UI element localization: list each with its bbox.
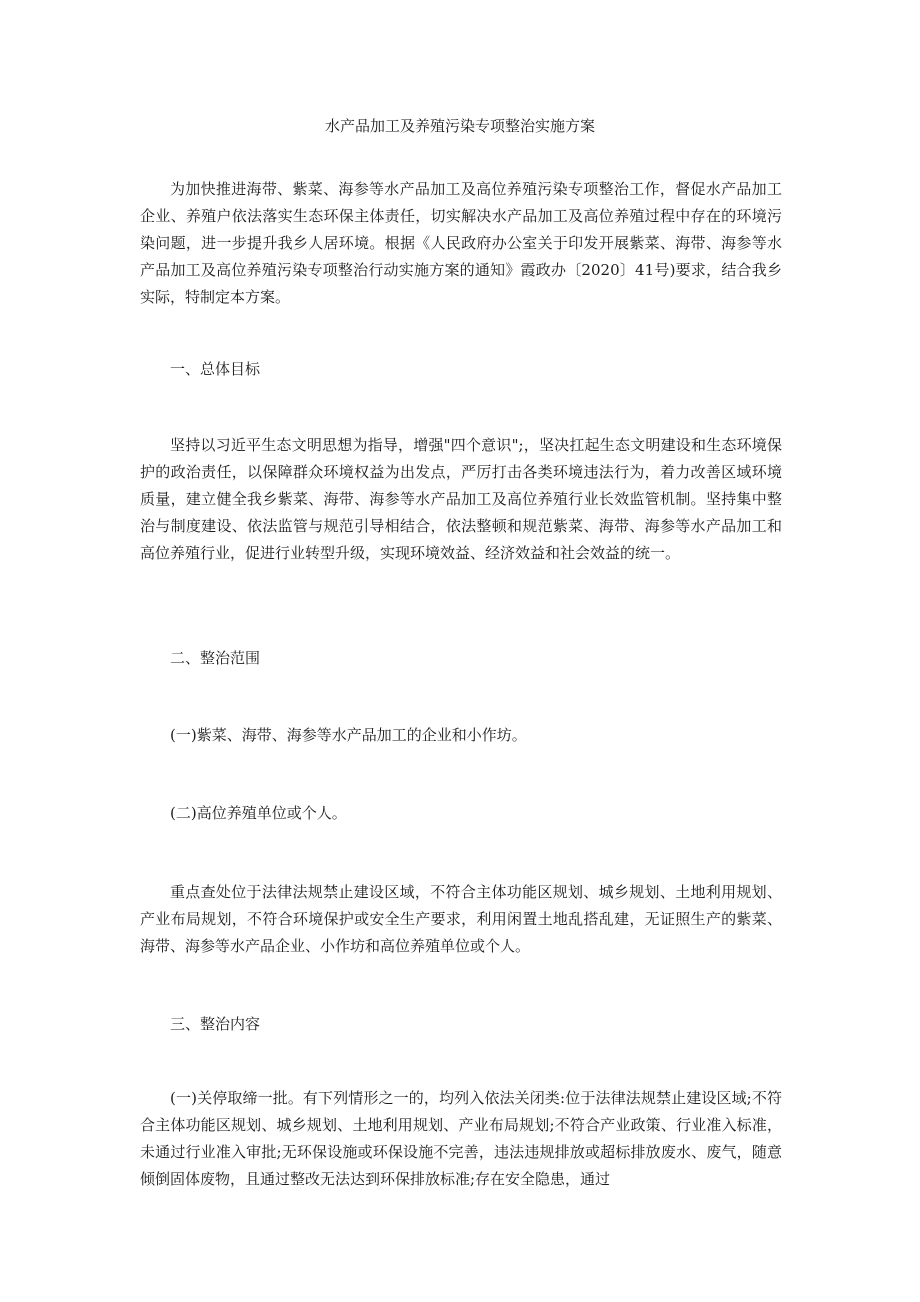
scope-item-1: (一)紫菜、海带、海参等水产品加工的企业和小作坊。 <box>170 726 527 744</box>
content-item-1: (一)关停取缔一批。有下列情形之一的，均列入依法关闭类:位于法律法规禁止建设区域;不符合主体功能区规划、城乡规划、土地利用规划、产业布局规划;不符合产业政策、行业准入标准，未通过行业准入审批;无环保设施或环保设施不完善，违法违规排放或超标排放废水、废气，随意倾倒固体废物，且通过整改无法达到环保排放标准;存在安全隐患，通过 <box>140 1089 782 1188</box>
section-heading-scope: 二、整治范围 <box>170 649 261 667</box>
intro-paragraph: 为加快推进海带、紫菜、海参等水产品加工及高位养殖污染专项整治工作，督促水产品加工企业、养殖户依法落实生态环保主体责任，切实解决水产品加工及高位养殖过程中存在的环境污染问题，进一步提升我乡人居环境。根据《人民政府办公室关于印发开展紫菜、海带、海参等水产品加工及高位养殖污染专项整治行动实施方案的通知》霞政办〔2020〕41号)要求，结合我乡实际，特制定本方案。 <box>140 180 782 306</box>
section-heading-content: 三、整治内容 <box>170 1015 261 1033</box>
scope-item-2: (二)高位养殖单位或个人。 <box>170 804 347 822</box>
section-heading-goal: 一、总体目标 <box>170 360 261 378</box>
goal-paragraph: 坚持以习近平生态文明思想为指导，增强"四个意识";，坚决扛起生态文明建设和生态环境保护的政治责任，以保障群众环境权益为出发点，严厉打击各类环境违法行为，着力改善区域环境质量，建立健全我乡紫菜、海带、海参等水产品加工及高位养殖行业长效监管机制。坚持集中整治与制度建设、依法监管与规范引导相结合，依法整顿和规范紫菜、海带、海参等水产品加工和高位养殖行业，促进行业转型升级，实现环境效益、经济效益和社会效益的统一。 <box>140 436 782 562</box>
scope-paragraph: 重点查处位于法律法规禁止建设区域，不符合主体功能区规划、城乡规划、土地利用规划、产业布局规划，不符合环境保护或安全生产要求，利用闲置土地乱搭乱建，无证照生产的紫菜、海带、海参等水产品企业、小作坊和高位养殖单位或个人。 <box>140 883 782 955</box>
document-title: 水产品加工及养殖污染专项整治实施方案 <box>324 117 595 135</box>
